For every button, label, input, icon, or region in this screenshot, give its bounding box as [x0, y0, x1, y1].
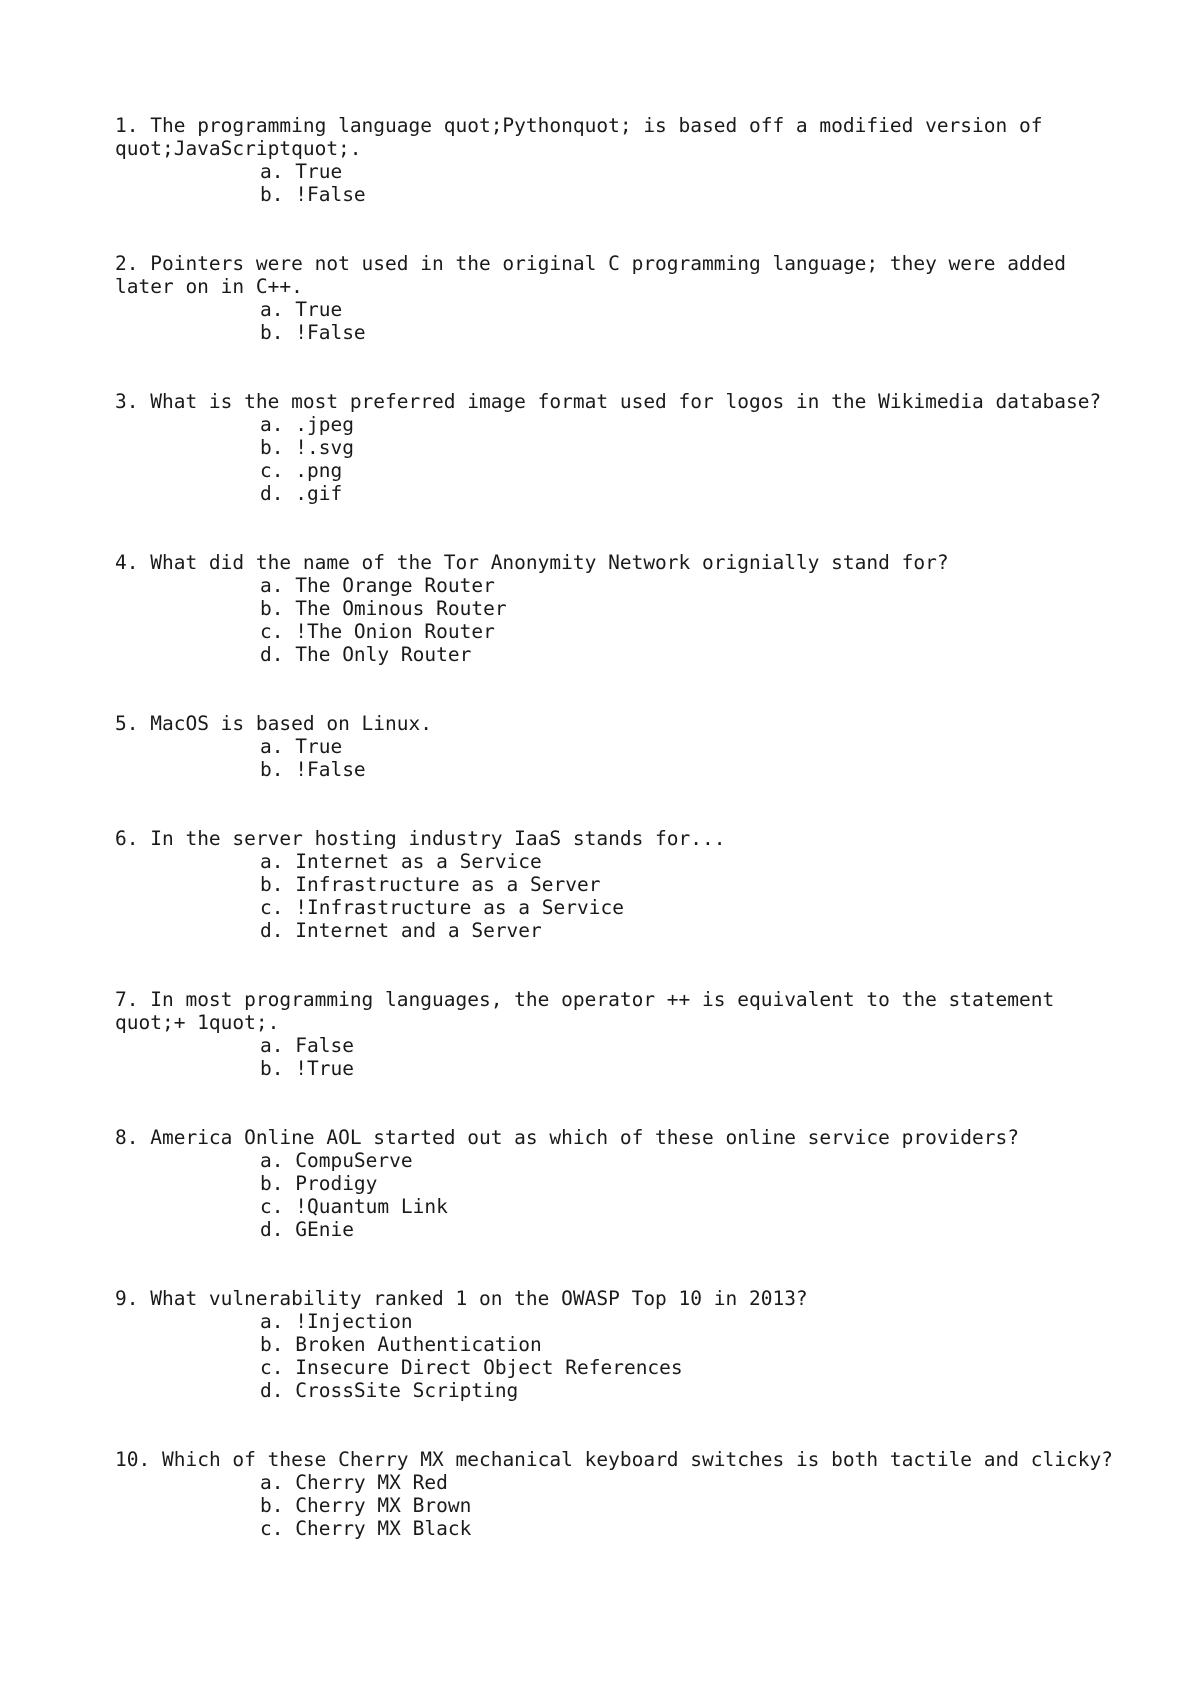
answer-letter: a. [260, 298, 284, 321]
answer-text: Cherry MX Red [295, 1471, 448, 1494]
answer-letter: d. [260, 1379, 284, 1402]
answer-option [115, 1057, 1115, 1080]
question-prompt: What vulnerability ranked 1 on the OWASP Top 10 in 2013? [150, 1287, 808, 1310]
answer-text: !.svg [295, 436, 354, 459]
answer-letter: a. [260, 1149, 284, 1172]
question-text [115, 1448, 1115, 1471]
answer-text: !Injection [295, 1310, 413, 1333]
question-prompt: America Online AOL started out as which of these online service providers? [150, 1126, 1019, 1149]
answer-option [115, 850, 1115, 873]
answer-option [115, 1218, 1115, 1241]
answer-letter: a. [260, 1310, 284, 1333]
answer-letter: c. [260, 620, 284, 643]
answer-text: Cherry MX Black [295, 1517, 472, 1540]
answer-option [115, 1149, 1115, 1172]
question-number: 2. [115, 252, 139, 275]
answer-letter: b. [260, 873, 284, 896]
answer-text: The Only Router [295, 643, 472, 666]
answer-letter: c. [260, 459, 284, 482]
answer-list [115, 1310, 1115, 1402]
answer-list [115, 298, 1115, 344]
answer-text: .jpeg [295, 413, 354, 436]
answer-letter: a. [260, 1471, 284, 1494]
answer-letter: b. [260, 758, 284, 781]
answer-text: True [295, 160, 343, 183]
question-number: 6. [115, 827, 139, 850]
question-number: 5. [115, 712, 139, 735]
quiz-question-list [115, 114, 1115, 1586]
answer-letter: b. [260, 597, 284, 620]
answer-text: !Infrastructure as a Service [295, 896, 624, 919]
answer-text: The Ominous Router [295, 597, 507, 620]
answer-list [115, 1149, 1115, 1241]
answer-letter: b. [260, 1172, 284, 1195]
answer-text: !False [295, 321, 366, 344]
question-text [115, 827, 1115, 850]
answer-text: .gif [295, 482, 343, 505]
answer-letter: d. [260, 643, 284, 666]
question-text [115, 252, 1115, 298]
answer-letter: b. [260, 1494, 284, 1517]
answer-option [115, 1517, 1115, 1540]
answer-option [115, 896, 1115, 919]
question-3 [115, 390, 1115, 505]
answer-option [115, 482, 1115, 505]
question-text [115, 1126, 1115, 1149]
question-text [115, 988, 1115, 1034]
answer-list [115, 850, 1115, 942]
answer-letter: a. [260, 574, 284, 597]
answer-option [115, 160, 1115, 183]
answer-letter: d. [260, 919, 284, 942]
question-prompt: Pointers were not used in the original C programming language; they were added later on in C++. [115, 252, 1078, 298]
answer-letter: d. [260, 482, 284, 505]
answer-letter: c. [260, 896, 284, 919]
answer-letter: a. [260, 160, 284, 183]
question-prompt: What did the name of the Tor Anonymity Network orignially stand for? [150, 551, 949, 574]
answer-letter: a. [260, 1034, 284, 1057]
answer-letter: a. [260, 413, 284, 436]
answer-letter: b. [260, 321, 284, 344]
answer-text: Internet and a Server [295, 919, 542, 942]
answer-option [115, 758, 1115, 781]
answer-option [115, 1172, 1115, 1195]
question-1 [115, 114, 1115, 206]
question-prompt: MacOS is based on Linux. [150, 712, 432, 735]
answer-option [115, 1356, 1115, 1379]
question-text [115, 1287, 1115, 1310]
answer-letter: d. [260, 1218, 284, 1241]
answer-letter: c. [260, 1517, 284, 1540]
answer-text: Cherry MX Brown [295, 1494, 472, 1517]
answer-option [115, 298, 1115, 321]
answer-letter: a. [260, 850, 284, 873]
answer-option [115, 735, 1115, 758]
answer-option [115, 620, 1115, 643]
question-prompt: In the server hosting industry IaaS stands for... [150, 827, 726, 850]
answer-list [115, 574, 1115, 666]
question-number: 4. [115, 551, 139, 574]
answer-text: The Orange Router [295, 574, 495, 597]
question-6 [115, 827, 1115, 942]
answer-option [115, 1195, 1115, 1218]
question-5 [115, 712, 1115, 781]
answer-list [115, 160, 1115, 206]
answer-option [115, 1333, 1115, 1356]
question-text [115, 551, 1115, 574]
answer-option [115, 1494, 1115, 1517]
answer-list [115, 735, 1115, 781]
answer-option [115, 1471, 1115, 1494]
answer-option [115, 919, 1115, 942]
answer-option [115, 1379, 1115, 1402]
answer-option [115, 1310, 1115, 1333]
answer-text: Internet as a Service [295, 850, 542, 873]
answer-list [115, 1034, 1115, 1080]
question-9 [115, 1287, 1115, 1402]
answer-text: False [295, 1034, 354, 1057]
question-8 [115, 1126, 1115, 1241]
answer-text: Insecure Direct Object References [295, 1356, 683, 1379]
question-text [115, 390, 1115, 413]
question-4 [115, 551, 1115, 666]
answer-text: GEnie [295, 1218, 354, 1241]
question-prompt: What is the most preferred image format used for logos in the Wikimedia database? [150, 390, 1102, 413]
answer-letter: b. [260, 1333, 284, 1356]
answer-option [115, 459, 1115, 482]
question-2 [115, 252, 1115, 344]
answer-letter: a. [260, 735, 284, 758]
question-prompt: Which of these Cherry MX mechanical keyboard switches is both tactile and clicky? [161, 1448, 1113, 1471]
answer-option [115, 413, 1115, 436]
answer-list [115, 413, 1115, 505]
answer-option [115, 183, 1115, 206]
answer-option [115, 321, 1115, 344]
question-text [115, 712, 1115, 735]
question-text [115, 114, 1115, 160]
answer-text: True [295, 735, 343, 758]
answer-text: !True [295, 1057, 354, 1080]
answer-text: CrossSite Scripting [295, 1379, 519, 1402]
answer-text: CompuServe [295, 1149, 413, 1172]
answer-letter: b. [260, 436, 284, 459]
answer-option [115, 436, 1115, 459]
question-number: 9. [115, 1287, 139, 1310]
answer-text: Infrastructure as a Server [295, 873, 601, 896]
question-prompt: In most programming languages, the operator ++ is equivalent to the statement quot;+ 1quot;. [115, 988, 1066, 1034]
answer-option [115, 873, 1115, 896]
answer-option [115, 597, 1115, 620]
answer-option [115, 574, 1115, 597]
answer-text: !Quantum Link [295, 1195, 448, 1218]
answer-letter: b. [260, 1057, 284, 1080]
answer-letter: c. [260, 1356, 284, 1379]
answer-text: Prodigy [295, 1172, 378, 1195]
answer-list [115, 1471, 1115, 1540]
answer-letter: c. [260, 1195, 284, 1218]
question-prompt: The programming language quot;Pythonquot; is based off a modified version of quot;JavaScriptquot;. [115, 114, 1055, 160]
answer-text: !False [295, 183, 366, 206]
answer-option [115, 1034, 1115, 1057]
question-number: 7. [115, 988, 139, 1011]
question-10 [115, 1448, 1115, 1540]
answer-text: !False [295, 758, 366, 781]
answer-text: .png [295, 459, 343, 482]
question-7 [115, 988, 1115, 1080]
answer-text: !The Onion Router [295, 620, 495, 643]
answer-letter: b. [260, 183, 284, 206]
answer-text: Broken Authentication [295, 1333, 542, 1356]
question-number: 3. [115, 390, 139, 413]
answer-option [115, 643, 1115, 666]
question-number: 10. [115, 1448, 151, 1471]
question-number: 1. [115, 114, 139, 137]
question-number: 8. [115, 1126, 139, 1149]
answer-text: True [295, 298, 343, 321]
